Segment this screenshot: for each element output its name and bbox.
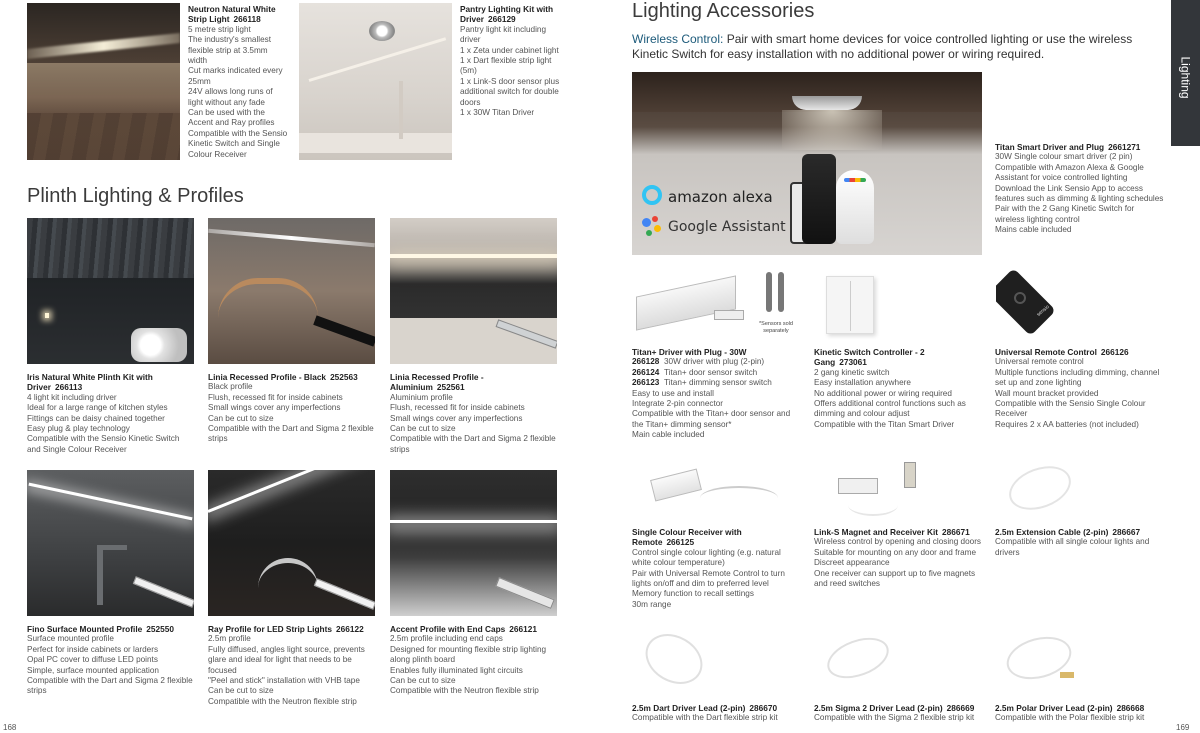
pantry-kit-photo xyxy=(299,3,452,160)
titan-plus-code-row xyxy=(632,368,797,378)
remote-control-photo xyxy=(996,268,1056,334)
link-s-line: Wireless control by opening and closing doors xyxy=(814,537,982,547)
sensors-note: *Sensors sold separately xyxy=(759,321,793,334)
kinetic-line: No additional power or wiring required xyxy=(814,388,952,398)
fino-line: Perfect for inside cabinets or larders xyxy=(27,644,159,654)
iris-plinth-photo xyxy=(27,218,194,364)
sigma-lead-title: 2.5m Sigma 2 Driver Lead (2-pin) xyxy=(814,703,943,713)
linia-black-photo xyxy=(208,218,375,364)
titan-smart-line: Download the Link Sensio App to access features such as dimming & lighting schedules xyxy=(995,183,1164,204)
link-s-line: Discreet appearance xyxy=(814,558,890,568)
neutron-line: Can be used with the Accent and Ray profiles xyxy=(188,108,275,128)
receiver-line: Memory function to recall settings xyxy=(632,589,754,599)
kinetic-code: 273061 xyxy=(839,357,867,368)
smart-home-photo xyxy=(632,72,982,255)
iris-line: Compatible with the Sensio Kinetic Switch and Single Colour Receiver xyxy=(27,434,180,454)
page-number-right: 169 xyxy=(1176,723,1190,732)
neutron-line: The industry's smallest flexible strip at 3.5mm width xyxy=(188,35,272,66)
neutron-line: Cut marks indicated every 25mm xyxy=(188,66,283,86)
remote-line: Multiple functions including dimming, channel set up and zone lighting xyxy=(995,367,1160,388)
iris-line: 4 light kit including driver xyxy=(27,392,117,402)
remote-line: Requires 2 x AA batteries (not included) xyxy=(995,419,1139,429)
titan-smart-line: Pair with the 2 Gang Kinetic Switch for wireless lighting control xyxy=(995,204,1135,224)
pantry-info xyxy=(460,4,560,118)
dart-lead-code: 286670 xyxy=(749,703,778,713)
linia-black-line: Black profile xyxy=(208,382,253,392)
linia-alu-code: 252561 xyxy=(436,382,465,393)
dart-lead-line: Compatible with the Dart flexible strip kit xyxy=(632,713,778,723)
fino-line: Simple, surface mounted application xyxy=(27,665,159,675)
titan-plus-code: 266124 xyxy=(632,367,660,377)
linia-black-line: Can be cut to size xyxy=(208,413,274,423)
dart-lead-photo xyxy=(636,630,716,692)
remote-brand: sensio xyxy=(1035,304,1051,318)
wireless-label: Wireless Control: xyxy=(632,32,724,46)
iris-title: Iris Natural White Plinth Kit with Driver xyxy=(27,372,153,393)
linia-alu-line: Aluminium profile xyxy=(390,392,453,402)
receiver-line: 30m range xyxy=(632,599,672,609)
side-tab-label: Lighting xyxy=(1178,56,1193,99)
fino-line: Compatible with the Dart and Sigma 2 flexible strips xyxy=(27,676,193,696)
accent-line: Compatible with the Neutron flexible strip xyxy=(390,686,539,696)
titan-plus-code-row xyxy=(632,378,797,388)
linia-alu-title: Linia Recessed Profile - Aluminium xyxy=(390,372,484,393)
neutron-code: 266118 xyxy=(233,14,261,25)
accent-line: 2.5m profile including end caps xyxy=(390,634,503,644)
linia-black-code: 252563 xyxy=(330,372,358,382)
pantry-line: Pantry light kit including driver xyxy=(460,24,547,45)
fino-code: 252550 xyxy=(146,624,174,634)
titan-plus-line: Compatible with the Titan+ door sensor and the Titan+ dimming sensor* xyxy=(632,409,791,429)
accent-profile-photo xyxy=(390,470,557,616)
receiver-title: Single Colour Receiver with Remote xyxy=(632,527,742,548)
linia-black-line: Small wings cover any imperfections xyxy=(208,403,341,413)
extension-info xyxy=(995,527,1155,558)
receiver-info xyxy=(632,527,797,610)
linia-alu-line: Small wings cover any imperfections xyxy=(390,413,523,423)
pantry-line: 1 x Dart flexible strip light (5m) xyxy=(460,56,552,76)
linia-black-title: Linia Recessed Profile - Black xyxy=(208,372,327,382)
extension-cable-photo xyxy=(1000,460,1080,520)
accent-line: Enables fully illuminated light circuits xyxy=(390,665,523,675)
sigma-lead-photo xyxy=(818,630,898,692)
kinetic-line: Compatible with the Titan Smart Driver xyxy=(814,419,955,429)
iris-info xyxy=(27,372,192,455)
receiver-line: Pair with Universal Remote Control to turn lights on/off and dim to preferred level xyxy=(632,568,785,589)
link-s-title: Link-S Magnet and Receiver Kit xyxy=(814,527,939,537)
titan-plus-code-text: 30W driver with plug (2-pin) xyxy=(664,357,765,367)
linia-black-line: Flush, recessed fit for inside cabinets xyxy=(208,392,343,402)
kinetic-switch-photo xyxy=(826,276,874,334)
pantry-line: 1 x Link-S door sensor plus additional switch for double doors xyxy=(460,76,560,107)
remote-title: Universal Remote Control xyxy=(995,347,1097,357)
kinetic-title: Kinetic Switch Controller - 2 Gang xyxy=(814,347,925,368)
link-s-line: Suitable for mounting on any door and frame xyxy=(814,547,977,557)
extension-line: Compatible with all single colour lights and drivers xyxy=(995,537,1150,557)
titan-smart-line: 30W Single colour smart driver (2 pin) xyxy=(995,152,1133,162)
link-s-kit-photo xyxy=(818,460,928,520)
alexa-logo-icon xyxy=(642,185,662,205)
page-number-left: 168 xyxy=(3,723,17,732)
polar-lead-line: Compatible with the Polar flexible strip kit xyxy=(995,713,1145,723)
titan-plus-line: Integrate 2-pin connector xyxy=(632,399,724,409)
dart-lead-title: 2.5m Dart Driver Lead (2-pin) xyxy=(632,703,746,713)
remote-line: Compatible with the Sensio Single Colour Receiver xyxy=(995,399,1146,419)
wireless-text: Pair with smart home devices for voice controlled lighting or use the wireless Kinetic Switch for easy installation with no additional power or wiring required. xyxy=(632,32,1133,61)
google-logo-text: Google Assistant xyxy=(668,219,786,235)
titan-smart-code: 2661271 xyxy=(1108,142,1141,152)
dart-lead-info xyxy=(632,703,802,724)
sigma-lead-code: 286669 xyxy=(946,703,975,713)
iris-line: Easy plug & play technology xyxy=(27,424,130,434)
titan-smart-line: Compatible with Amazon Alexa & Google Assistant for voice controlled lighting xyxy=(995,162,1144,183)
pantry-code: 266129 xyxy=(487,14,516,25)
ray-code: 266122 xyxy=(336,624,364,634)
kinetic-info xyxy=(814,347,979,430)
neutron-line: Compatible with the Sensio Kinetic Switch and Single Colour Receiver xyxy=(188,128,288,159)
accent-line: Can be cut to size xyxy=(390,676,456,686)
link-s-info xyxy=(814,527,984,589)
iris-line: Ideal for a large range of kitchen styles xyxy=(27,403,168,413)
extension-code: 286667 xyxy=(1112,527,1141,537)
receiver-line: Control single colour lighting (e.g. natural white colour temperature) xyxy=(632,547,781,568)
titan-plus-driver-photo xyxy=(632,268,802,340)
neutron-info xyxy=(188,4,288,160)
titan-smart-title: Titan Smart Driver and Plug xyxy=(995,142,1105,152)
kinetic-line: Offers additional control functions such as dimming and colour adjust xyxy=(814,399,966,419)
linia-alu-line: Can be cut to size xyxy=(390,424,456,434)
accent-code: 266121 xyxy=(509,624,537,634)
titan-plus-code-text: Titan+ dimming sensor switch xyxy=(664,378,772,388)
polar-lead-info xyxy=(995,703,1165,724)
titan-smart-info xyxy=(995,142,1165,236)
ray-line: Fully diffused, angles light source, prevents glare and ideal for light that needs to be focused xyxy=(208,644,365,675)
kinetic-line: 2 gang kinetic switch xyxy=(814,367,890,377)
linia-black-info xyxy=(208,372,378,445)
remote-info xyxy=(995,347,1165,430)
fino-line: Surface mounted profile xyxy=(27,634,114,644)
titan-plus-title: Titan+ Driver with Plug - 30W xyxy=(632,347,747,357)
iris-line: Fittings can be daisy chained together xyxy=(27,413,165,423)
google-assistant-icon xyxy=(642,216,664,238)
sigma-lead-line: Compatible with the Sigma 2 flexible strip kit xyxy=(814,713,975,723)
pantry-line: 1 x Zeta under cabinet light xyxy=(460,45,559,55)
remote-code: 266126 xyxy=(1100,347,1129,357)
pantry-line: 1 x 30W Titan Driver xyxy=(460,108,535,118)
titan-plus-code-row xyxy=(632,357,797,367)
linia-black-line: Compatible with the Dart and Sigma 2 flexible strips xyxy=(208,424,374,444)
kinetic-line: Easy installation anywhere xyxy=(814,378,911,388)
extension-title: 2.5m Extension Cable (2-pin) xyxy=(995,527,1109,537)
linia-alu-info xyxy=(390,372,560,455)
wireless-control-intro xyxy=(632,32,1162,62)
titan-plus-info xyxy=(632,347,797,441)
neutron-strip-photo xyxy=(27,3,180,160)
side-tab xyxy=(1171,0,1200,146)
linia-alu-line: Compatible with the Dart and Sigma 2 flexible strips xyxy=(390,434,556,454)
ray-info xyxy=(208,624,368,707)
ray-line: "Peel and stick" installation with VHB tape xyxy=(208,676,360,686)
ray-profile-photo xyxy=(208,470,375,616)
remote-line: Wall mount bracket provided xyxy=(995,388,1099,398)
polar-lead-photo xyxy=(1000,628,1080,692)
plinth-section-title: Plinth Lighting & Profiles xyxy=(27,185,244,207)
receiver-code: 266125 xyxy=(666,537,695,548)
fino-info xyxy=(27,624,197,697)
titan-plus-line: Easy to use and install xyxy=(632,388,714,398)
fino-title: Fino Surface Mounted Profile xyxy=(27,624,143,634)
titan-plus-code: 266128 xyxy=(632,357,660,367)
link-s-line: One receiver can support up to five magnets and reed switches xyxy=(814,568,976,589)
accent-info xyxy=(390,624,560,697)
link-s-code: 286671 xyxy=(942,527,970,537)
accent-title: Accent Profile with End Caps xyxy=(390,624,506,634)
polar-lead-title: 2.5m Polar Driver Lead (2-pin) xyxy=(995,703,1113,713)
fino-profile-photo xyxy=(27,470,194,616)
pantry-title: Pantry Lighting Kit with Driver xyxy=(460,4,554,25)
neutron-line: 24V allows long runs of light without any fade xyxy=(188,87,273,107)
linia-alu-photo xyxy=(390,218,557,364)
neutron-title: Neutron Natural White Strip Light xyxy=(188,4,276,25)
ray-line: 2.5m profile xyxy=(208,634,251,644)
neutron-line: 5 metre strip light xyxy=(188,24,251,34)
titan-plus-code-text: Titan+ door sensor switch xyxy=(664,367,758,377)
titan-smart-line: Mains cable included xyxy=(995,225,1072,235)
ray-title: Ray Profile for LED Strip Lights xyxy=(208,624,333,634)
accent-line: Designed for mounting flexible strip lighting along plinth board xyxy=(390,644,547,665)
polar-lead-code: 286668 xyxy=(1116,703,1145,713)
iris-code: 266113 xyxy=(54,382,83,393)
titan-plus-code: 266123 xyxy=(632,378,660,388)
remote-line: Universal remote control xyxy=(995,357,1084,367)
alexa-logo-text: amazon alexa xyxy=(668,188,773,206)
ray-line: Compatible with the Neutron flexible strip xyxy=(208,696,357,706)
sigma-lead-info xyxy=(814,703,984,724)
ray-line: Can be cut to size xyxy=(208,686,274,696)
titan-plus-line: Main cable included xyxy=(632,430,705,440)
accessories-section-title: Lighting Accessories xyxy=(632,0,815,22)
single-colour-receiver-photo xyxy=(640,466,780,521)
fino-line: Opal PC cover to diffuse LED points xyxy=(27,655,158,665)
linia-alu-line: Flush, recessed fit for inside cabinets xyxy=(390,403,525,413)
